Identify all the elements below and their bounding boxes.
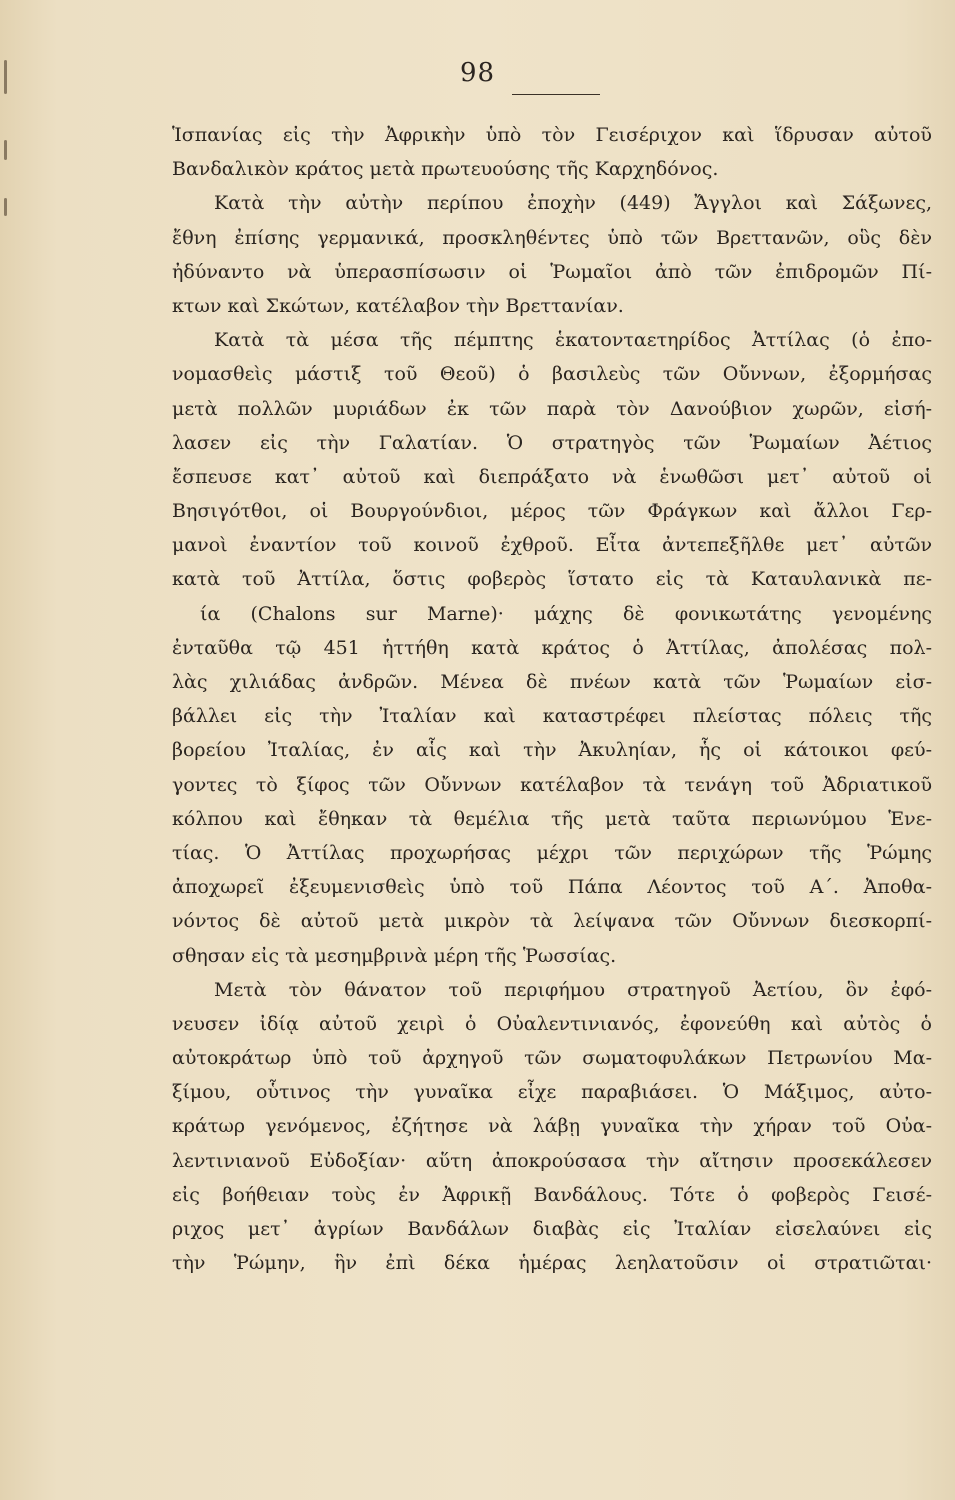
- text-line: ἀποχωρεῖ ἐξευμενισθεὶς ὑπὸ τοῦ Πάπα Λέοντος τοῦ Α΄. Ἀποθα-: [172, 876, 932, 899]
- text-line: ξίμου, οὗτινος τὴν γυναῖκα εἶχε παραβιάσει. Ὁ Μάξιμος, αὐτο-: [172, 1081, 932, 1104]
- text-line: ἠδύναντο νὰ ὑπερασπίσωσιν οἱ Ῥωμαῖοι ἀπὸ τῶν ἐπιδρομῶν Πί-: [172, 260, 932, 283]
- text-line: νόντος δὲ αὐτοῦ μετὰ μικρὸν τὰ λείψανα τῶν Οὔννων διεσκορπί-: [172, 910, 932, 933]
- page-number-rule: [512, 94, 600, 95]
- page-edge-mark: [4, 140, 7, 160]
- text-line: νευσεν ἰδίᾳ αὐτοῦ χειρὶ ὁ Οὐαλεντινιανός, ἐφονεύθη καὶ αὐτὸς ὁ: [172, 1012, 932, 1035]
- text-line: λὰς χιλιάδας ἀνδρῶν. Μένεα δὲ πνέων κατὰ τῶν Ῥωμαίων εἰσ-: [172, 671, 932, 693]
- text-line: τὴν Ῥώμην, ἣν ἐπὶ δέκα ἡμέρας λεηλατοῦσιν οἱ στρατιῶται·: [172, 1252, 932, 1275]
- page-number: 98: [459, 58, 496, 88]
- paragraph-start-line: Κατὰ τὰ μέσα τῆς πέμπτης ἑκατονταετηρίδος Ἀττίλας (ὁ ἐπο-: [214, 329, 932, 352]
- text-line: μανοὶ ἐναντίον τοῦ κοινοῦ ἐχθροῦ. Εἶτα ἀντεπεξῆλθε μετ᾿ αὐτῶν: [172, 534, 932, 557]
- text-line: λασεν εἰς τὴν Γαλατίαν. Ὁ στρατηγὸς τῶν Ῥωμαίων Ἀέτιος: [172, 431, 932, 454]
- text-line: βάλλει εἰς τὴν Ἰταλίαν καὶ καταστρέφει πλείστας πόλεις τῆς: [172, 705, 932, 728]
- page-edge-mark: [4, 198, 7, 216]
- text-line: ἔθνη ἐπίσης γερμανικά, προσκληθέντες ὑπὸ τῶν Βρεττανῶν, οὓς δὲν: [172, 226, 932, 249]
- text-line: ἐνταῦθα τῷ 451 ἡττήθη κατὰ κράτος ὁ Ἀττίλας, ἀπολέσας πολ-: [172, 636, 932, 659]
- text-line: λεντινιανοῦ Εὐδοξίαν· αὕτη ἀποκρούσασα τὴν αἴτησιν προσεκάλεσεν: [172, 1149, 932, 1172]
- paragraph-start-line: Μετὰ τὸν θάνατον τοῦ περιφήμου στρατηγοῦ Ἀετίου, ὃν ἐφό-: [214, 978, 932, 1001]
- text-line: κτων καὶ Σκώτων, κατέλαβον τὴν Βρεττανίαν.: [172, 294, 624, 317]
- text-line: βορείου Ἰταλίας, ἐν αἷς καὶ τὴν Ἀκυληίαν, ἧς οἱ κάτοικοι φεύ-: [172, 739, 932, 762]
- text-line: ριχος μετ᾿ ἀγρίων Βανδάλων διαβὰς εἰς Ἰταλίαν εἰσελαύνει εἰς: [172, 1218, 932, 1240]
- text-line: γοντες τὸ ξίφος τῶν Οὔννων κατέλαβον τὰ τενάγη τοῦ Ἀδριατικοῦ: [172, 773, 932, 796]
- text-line: Βησιγότθοι, οἱ Βουργούνδιοι, μέρος τῶν Φράγκων καὶ ἄλλοι Γερ-: [172, 500, 932, 523]
- text-line: Ἱσπανίας εἰς τὴν Ἀφρικὴν ὑπὸ τὸν Γεισέριχον καὶ ἵδρυσαν αὐτοῦ: [172, 124, 932, 146]
- text-line: αὐτοκράτωρ ὑπὸ τοῦ ἀρχηγοῦ τῶν σωματοφυλάκων Πετρωνίου Μα-: [172, 1047, 932, 1070]
- body-text: [172, 118, 932, 1280]
- text-line: μετὰ πολλῶν μυριάδων ἐκ τῶν παρὰ τὸν Δανούβιον χωρῶν, εἰσή-: [172, 397, 932, 420]
- text-line: κατὰ τοῦ Ἀττίλα, ὅστις φοβερὸς ἵστατο εἰς τὰ Καταυλανικὰ πε-: [172, 568, 932, 591]
- text-line: νομασθεὶς μάστιξ τοῦ Θεοῦ) ὁ βασιλεὺς τῶν Οὔννων, ἐξορμήσας: [172, 363, 932, 386]
- text-line: κράτωρ γενόμενος, ἐζήτησε νὰ λάβῃ γυναῖκα τὴν χήραν τοῦ Οὐα-: [172, 1115, 932, 1138]
- text-line: σθησαν εἰς τὰ μεσημβρινὰ μέρη τῆς Ῥωσσίας.: [172, 944, 617, 967]
- text-line: ία (Chalons sur Marne)· μάχης δὲ φονικωτάτης γενομένης: [200, 602, 932, 625]
- text-line: εἰς βοήθειαν τοὺς ἐν Ἀφρικῇ Βανδάλους. Τότε ὁ φοβερὸς Γεισέ-: [172, 1183, 932, 1206]
- text-line: κόλπου καὶ ἔθηκαν τὰ θεμέλια τῆς μετὰ ταῦτα περιωνύμου Ἑνε-: [172, 807, 932, 830]
- text-line: τίας. Ὁ Ἀττίλας προχωρήσας μέχρι τῶν περιχώρων τῆς Ῥώμης: [172, 841, 932, 864]
- paragraph-start-line: Κατὰ τὴν αὐτὴν περίπου ἐποχὴν (449) Ἄγγλοι καὶ Σάξωνες,: [214, 192, 932, 215]
- text-line: ἔσπευσε κατ᾿ αὐτοῦ καὶ διεπράξατο νὰ ἑνωθῶσι μετ᾿ αὐτοῦ οἱ: [172, 465, 932, 488]
- text-line: Βανδαλικὸν κράτος μετὰ πρωτευούσης τῆς Καρχηδόνος.: [172, 158, 719, 181]
